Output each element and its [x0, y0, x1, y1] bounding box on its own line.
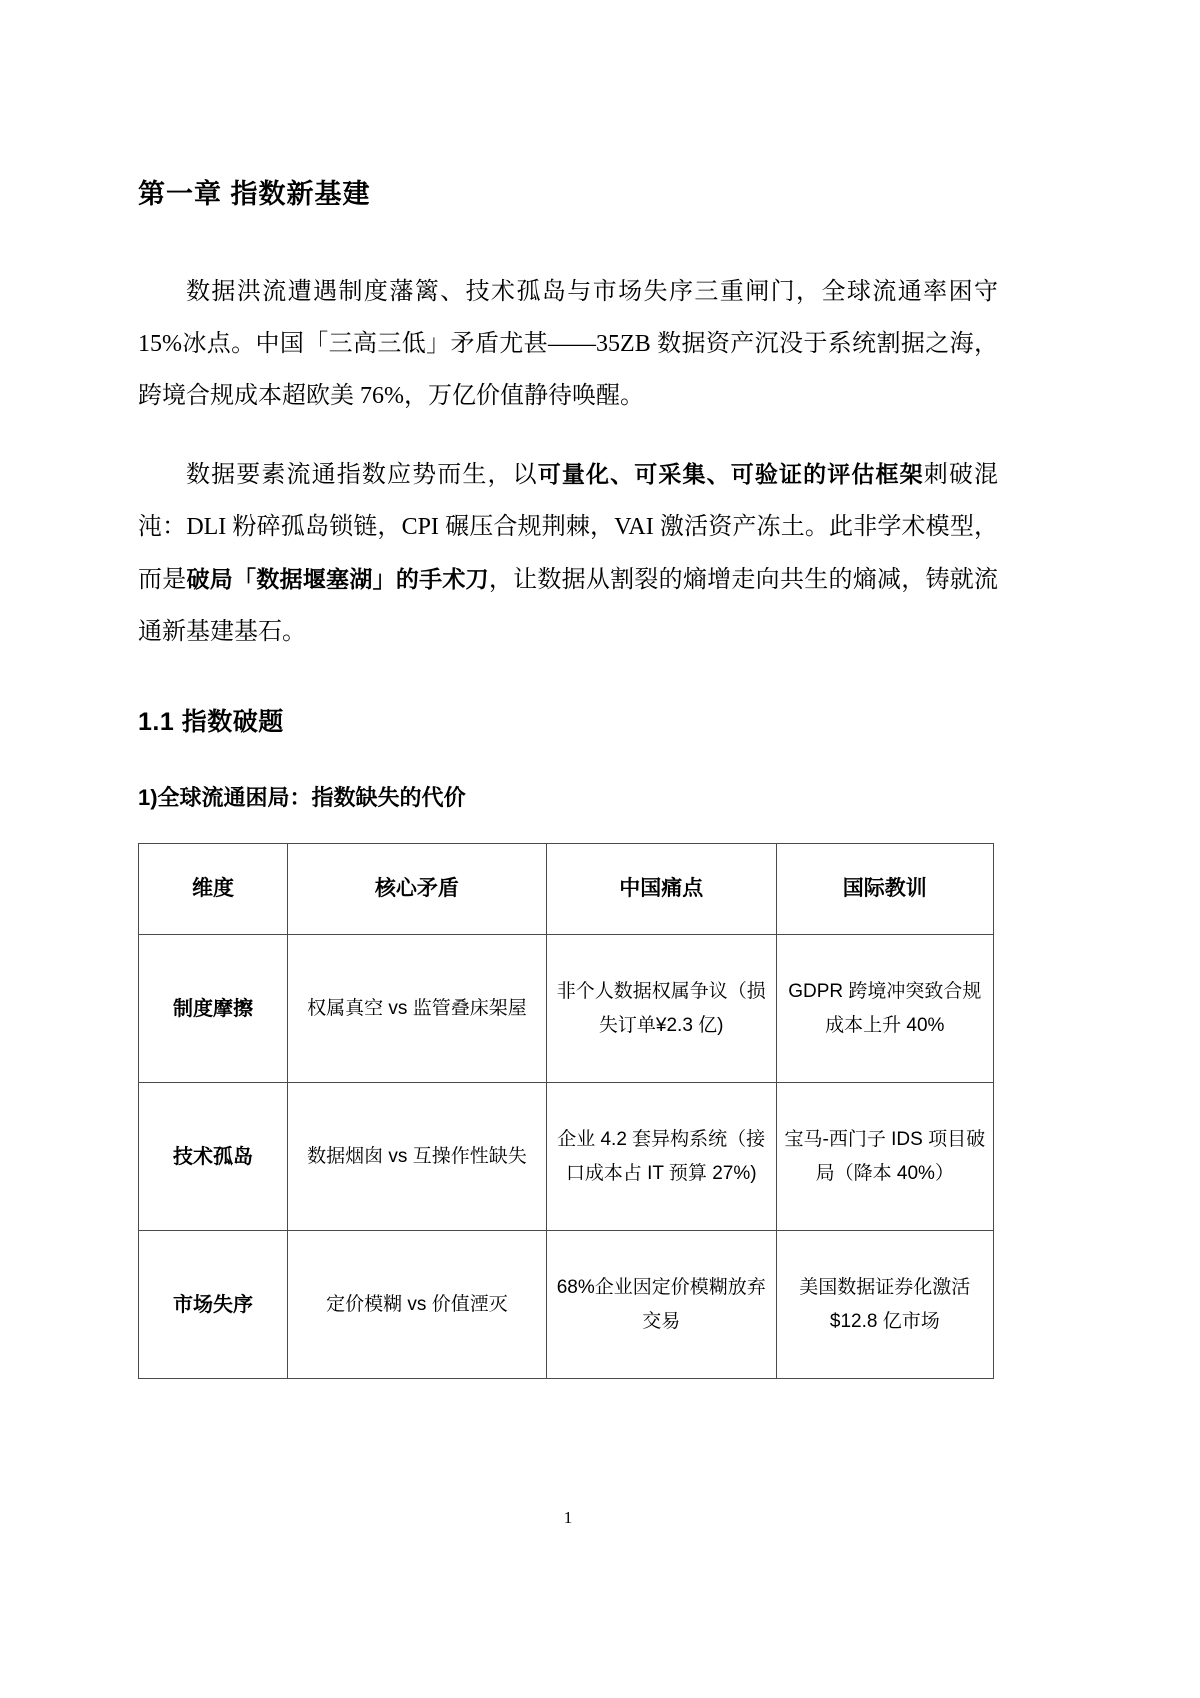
table-header	[139, 844, 994, 935]
cell-intl-lesson: GDPR 跨境冲突致合规成本上升 40%	[776, 935, 993, 1083]
cell-intl-lesson: 宝马-西门子 IDS 项目破局（降本 40%）	[776, 1083, 993, 1231]
text-run: 数据洪流遭遇制度藩篱、技术孤岛与市场失序三重闸门，全球流通率困守 15%冰点。中国「三高三低」矛盾尤甚——35ZB 数据资产沉没于系统割据之海，跨境合规成本超欧美 76%，万亿价值静待唤醒。	[138, 279, 998, 409]
page-number: 1	[563, 1508, 573, 1527]
table-row	[139, 935, 994, 1083]
cell-china-pain: 68%企业因定价模糊放弃交易	[546, 1231, 776, 1379]
table-row	[139, 1231, 994, 1379]
chapter-title: 第一章 指数新基建	[138, 179, 371, 209]
table-header-row	[139, 844, 994, 935]
section-heading-1-1: 1.1 指数破题	[138, 708, 284, 736]
cell-china-pain: 非个人数据权属争议（损失订单¥2.3 亿)	[546, 935, 776, 1083]
cell-china-pain: 企业 4.2 套异构系统（接口成本占 IT 预算 27%)	[546, 1083, 776, 1231]
cell-core-conflict: 权属真空 vs 监管叠床架屋	[288, 935, 547, 1083]
paragraph-framework	[138, 448, 998, 658]
text-run: 刺破混沌：DLI 粉碎孤岛锁链，CPI 碾压合规荆棘，VAI 激活资产冻土。此非学术模型，而是	[138, 462, 998, 593]
emphasis-run: 破局「数据堰塞湖」的手术刀	[186, 566, 489, 592]
column-header-core-conflict: 核心矛盾	[288, 844, 547, 935]
cell-dimension: 市场失序	[139, 1231, 288, 1379]
emphasis-run: 可量化、可采集、可验证的评估框架	[537, 461, 924, 487]
paragraph-intro	[138, 266, 998, 422]
table-body	[139, 935, 994, 1379]
column-header-intl-lesson: 国际教训	[776, 844, 993, 935]
column-header-dimension: 维度	[139, 844, 288, 935]
table-row	[139, 1083, 994, 1231]
pain-point-table	[138, 843, 994, 1379]
column-header-china-pain: 中国痛点	[546, 844, 776, 935]
text-run: 数据要素流通指数应势而生，以	[186, 462, 538, 488]
cell-core-conflict: 定价模糊 vs 价值湮灭	[288, 1231, 547, 1379]
cell-core-conflict: 数据烟囱 vs 互操作性缺失	[288, 1083, 547, 1231]
cell-intl-lesson: 美国数据证券化激活$12.8 亿市场	[776, 1231, 993, 1379]
sub-heading-global-circulation: 1)全球流通困局：指数缺失的代价	[138, 785, 466, 810]
cell-dimension: 制度摩擦	[139, 935, 288, 1083]
text-run: ，让数据从割裂的熵增走向共生的熵减，铸就流通新基建基石。	[138, 567, 999, 645]
cell-dimension: 技术孤岛	[139, 1083, 288, 1231]
